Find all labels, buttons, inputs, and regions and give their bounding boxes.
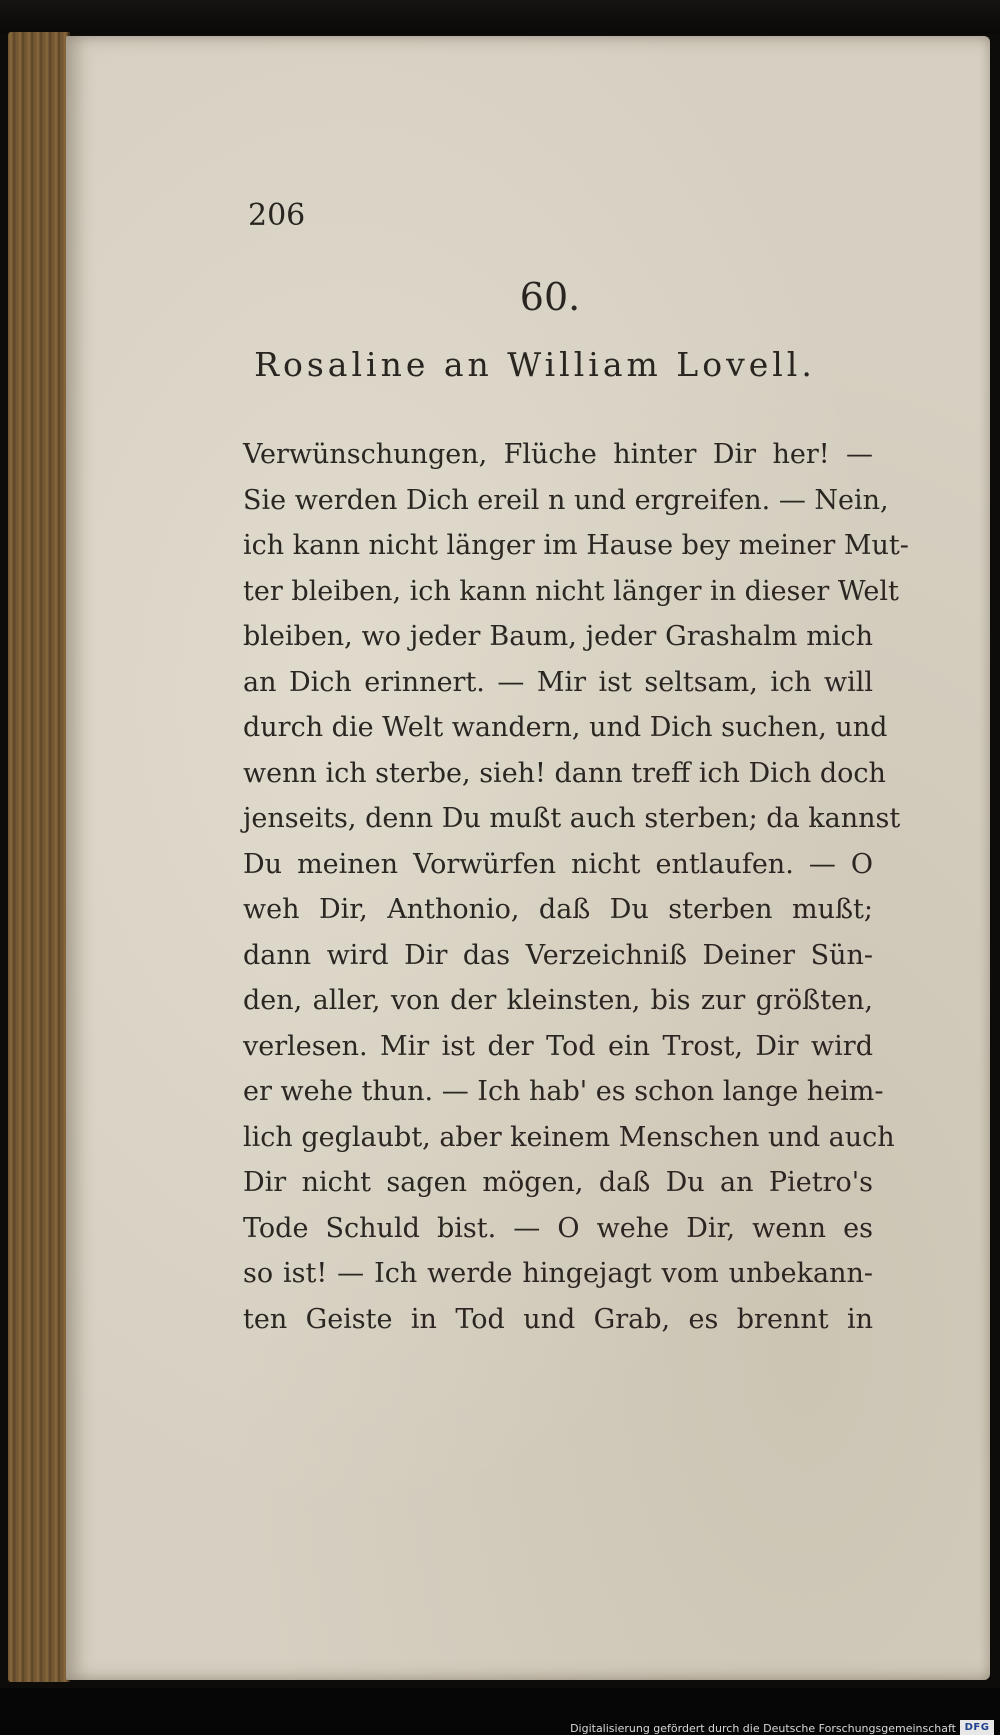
- text-line: Verwünschungen, Flüche hinter Dir her! —: [243, 439, 873, 470]
- text-line: an Dich erinnert. — Mir ist seltsam, ich will: [243, 666, 873, 698]
- text-line: er wehe thun. — Ich hab' es schon lange heim-: [243, 1076, 884, 1107]
- footer-credit: Digitalisierung gefördert durch die Deutsche Forschungsgemeinschaft: [570, 1722, 956, 1735]
- text-line: wenn ich sterbe, sieh! dann treff ich Dich doch: [243, 757, 886, 789]
- text-line: Sie werden Dich ereil n und ergreifen. — Nein,: [243, 484, 889, 516]
- letter-body: [243, 432, 909, 1342]
- book-page-edges: [8, 32, 70, 1682]
- text-line: lich geglaubt, aber keinem Menschen und auch: [243, 1121, 895, 1153]
- letter-heading: Rosaline an William Lovell.: [254, 345, 816, 384]
- text-line: durch die Welt wandern, und Dich suchen, und: [243, 712, 888, 743]
- text-line: ter bleiben, ich kann nicht länger in dieser Welt: [243, 575, 899, 607]
- scan-border-top: [0, 0, 1000, 34]
- text-line: den, aller, von der kleinsten, bis zur größten,: [243, 985, 873, 1016]
- text-line: bleiben, wo jeder Baum, jeder Grashalm mich: [243, 621, 873, 652]
- text-line: Dir nicht sagen mögen, daß Du an Pietro's: [243, 1167, 873, 1198]
- text-line: Tode Schuld bist. — O wehe Dir, wenn es: [243, 1212, 873, 1244]
- text-line: so ist! — Ich werde hingejagt vom unbekann-: [243, 1258, 873, 1289]
- text-line: weh Dir, Anthonio, daß Du sterben mußt;: [243, 894, 873, 925]
- text-line: dann wird Dir das Verzeichniß Deiner Sün-: [243, 939, 873, 971]
- text-line: verlesen. Mir ist der Tod ein Trost, Dir wird: [243, 1030, 873, 1062]
- page-number: 206: [248, 198, 306, 233]
- text-line: jenseits, denn Du mußt auch sterben; da kannst: [243, 803, 901, 834]
- dfg-logo: DFG: [960, 1720, 994, 1735]
- text-line: ten Geiste in Tod und Grab, es brennt in: [243, 1303, 873, 1335]
- text-line: ich kann nicht länger im Hause bey meiner Mut-: [243, 530, 909, 561]
- text-line: Du meinen Vorwürfen nicht entlaufen. — O: [243, 848, 873, 880]
- letter-number: 60.: [519, 275, 581, 319]
